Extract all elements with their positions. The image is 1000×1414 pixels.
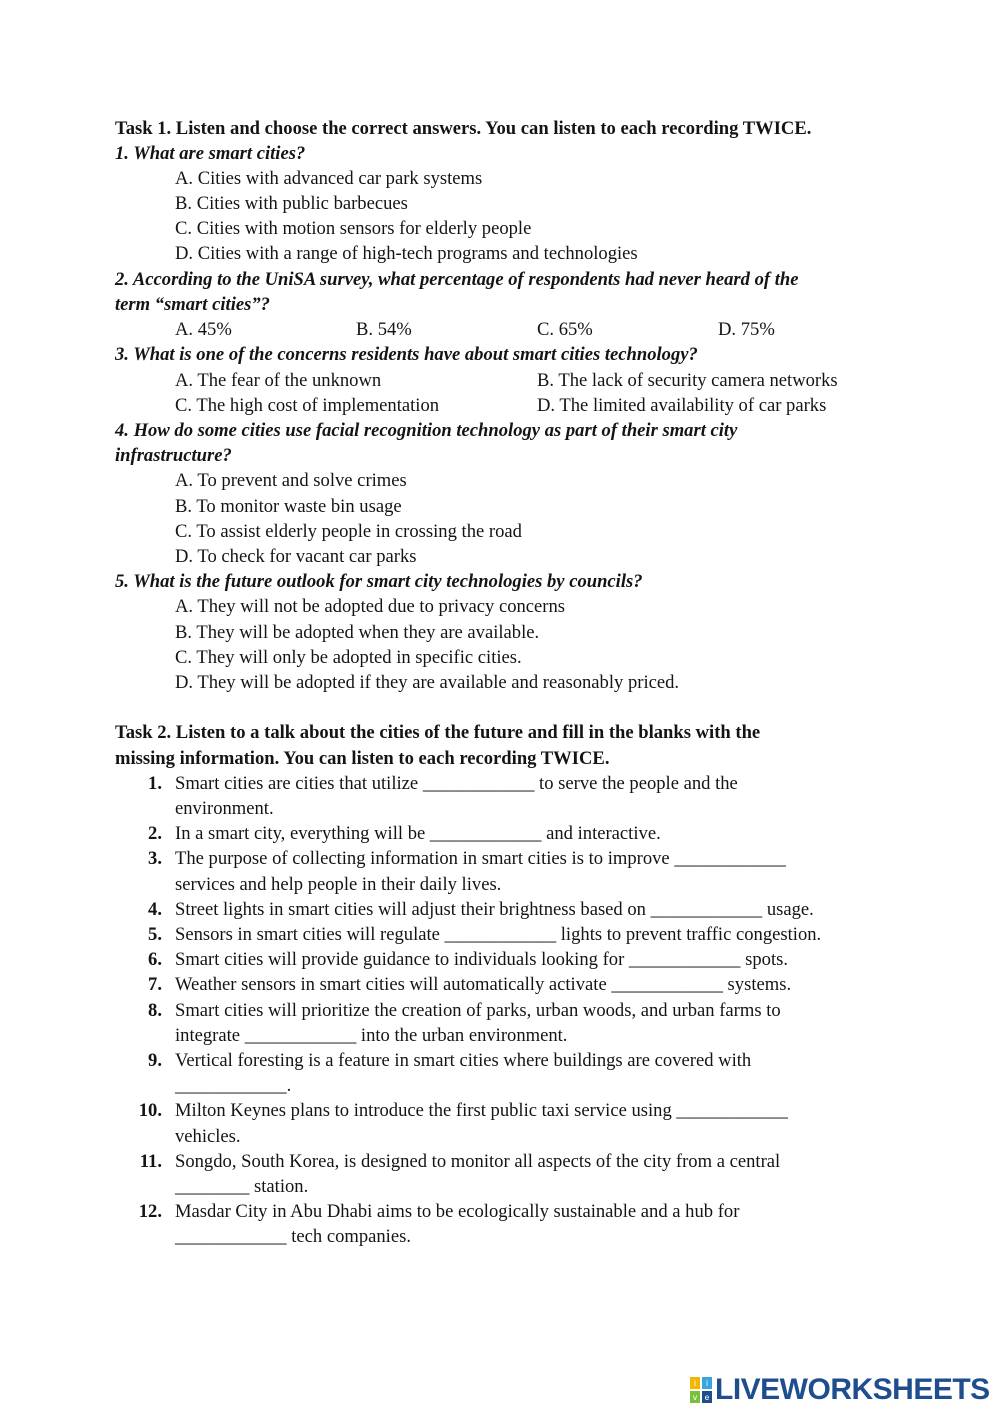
liveworksheets-logo-icon [690, 1377, 712, 1403]
item-8-line2[interactable]: integrate ____________ into the urban environment. [175, 1025, 568, 1046]
svg-text:v: v [692, 1393, 698, 1402]
q2-option-d[interactable]: D. 75% [718, 319, 775, 340]
item-1-number: 1. [148, 773, 162, 794]
item-5-line1[interactable]: Sensors in smart cities will regulate ____________ lights to prevent traffic congestion. [175, 924, 822, 945]
q4-option-b[interactable]: B. To monitor waste bin usage [175, 496, 402, 517]
item-1-line1[interactable]: Smart cities are cities that utilize ____________ to serve the people and the [175, 773, 738, 794]
task1-heading: Task 1. Listen and choose the correct answers. You can listen to each recording TWICE. [115, 118, 812, 139]
question-2-line1: 2. According to the UniSA survey, what percentage of respondents had never heard of the [115, 269, 799, 290]
item-12-number: 12. [138, 1201, 162, 1222]
item-3-line1[interactable]: The purpose of collecting information in smart cities is to improve ____________ [175, 848, 786, 869]
q5-option-a[interactable]: A. They will not be adopted due to privacy concerns [175, 596, 566, 617]
svg-text:i: i [705, 1379, 709, 1388]
item-2-line1[interactable]: In a smart city, everything will be ____________ and interactive. [175, 823, 661, 844]
question-2-line2: term “smart cities”? [115, 294, 270, 315]
question-4-line2: infrastructure? [115, 445, 232, 466]
svg-text:l: l [693, 1379, 697, 1388]
q4-option-c[interactable]: C. To assist elderly people in crossing the road [175, 521, 522, 542]
q1-option-c[interactable]: C. Cities with motion sensors for elderly people [175, 218, 532, 239]
q3-option-a[interactable]: A. The fear of the unknown [175, 370, 382, 391]
question-5: 5. What is the future outlook for smart city technologies by councils? [115, 571, 643, 592]
item-12-line1: Masdar City in Abu Dhabi aims to be ecologically sustainable and a hub for [175, 1201, 740, 1222]
q2-option-c[interactable]: C. 65% [537, 319, 593, 340]
item-5-number: 5. [148, 924, 162, 945]
item-7-number: 7. [148, 974, 162, 995]
item-10-line1[interactable]: Milton Keynes plans to introduce the first public taxi service using ____________ [175, 1100, 788, 1121]
q2-option-b[interactable]: B. 54% [356, 319, 412, 340]
question-1: 1. What are smart cities? [115, 143, 306, 164]
item-9-number: 9. [148, 1050, 162, 1071]
item-11-line2[interactable]: ________ station. [175, 1176, 309, 1197]
question-4-line1: 4. How do some cities use facial recognition technology as part of their smart city [115, 420, 738, 441]
q2-option-a[interactable]: A. 45% [175, 319, 232, 340]
task2-heading-line2: missing information. You can listen to each recording TWICE. [115, 748, 610, 769]
item-6-number: 6. [148, 949, 162, 970]
item-11-number: 11. [139, 1151, 162, 1172]
task2-heading-line1: Task 2. Listen to a talk about the cities of the future and fill in the blanks with the [115, 722, 761, 743]
q5-option-b[interactable]: B. They will be adopted when they are available. [175, 622, 540, 643]
item-4-line1[interactable]: Street lights in smart cities will adjust their brightness based on ____________ usage. [175, 899, 814, 920]
item-12-line2[interactable]: ____________ tech companies. [175, 1226, 411, 1247]
item-9-line2[interactable]: ____________. [175, 1075, 292, 1096]
liveworksheets-logo-text: LIVEWORKSHEETS [715, 1373, 990, 1406]
question-3: 3. What is one of the concerns residents have about smart cities technology? [115, 344, 698, 365]
liveworksheets-logo[interactable] [690, 1372, 990, 1408]
q3-option-c[interactable]: C. The high cost of implementation [175, 395, 440, 416]
q4-option-a[interactable]: A. To prevent and solve crimes [175, 470, 407, 491]
item-11-line1: Songdo, South Korea, is designed to monitor all aspects of the city from a central [175, 1151, 781, 1172]
q1-option-a[interactable]: A. Cities with advanced car park systems [175, 168, 483, 189]
item-7-line1[interactable]: Weather sensors in smart cities will automatically activate ____________ systems. [175, 974, 792, 995]
item-4-number: 4. [148, 899, 162, 920]
item-8-number: 8. [148, 1000, 162, 1021]
q1-option-b[interactable]: B. Cities with public barbecues [175, 193, 408, 214]
q1-option-d[interactable]: D. Cities with a range of high-tech programs and technologies [175, 243, 638, 264]
item-6-line1[interactable]: Smart cities will provide guidance to individuals looking for ____________ spots. [175, 949, 789, 970]
q3-option-b[interactable]: B. The lack of security camera networks [537, 370, 838, 391]
svg-text:e: e [704, 1393, 710, 1402]
item-9-line1: Vertical foresting is a feature in smart cities where buildings are covered with [175, 1050, 752, 1071]
q5-option-c[interactable]: C. They will only be adopted in specific cities. [175, 647, 522, 668]
item-3-line2: services and help people in their daily lives. [175, 874, 502, 895]
item-10-number: 10. [138, 1100, 162, 1121]
q3-option-d[interactable]: D. The limited availability of car parks [537, 395, 827, 416]
item-3-number: 3. [148, 848, 162, 869]
q5-option-d[interactable]: D. They will be adopted if they are available and reasonably priced. [175, 672, 680, 693]
q4-option-d[interactable]: D. To check for vacant car parks [175, 546, 417, 567]
item-8-line1: Smart cities will prioritize the creation of parks, urban woods, and urban farms to [175, 1000, 781, 1021]
item-1-line2: environment. [175, 798, 274, 819]
item-10-line2: vehicles. [175, 1126, 241, 1147]
item-2-number: 2. [148, 823, 162, 844]
